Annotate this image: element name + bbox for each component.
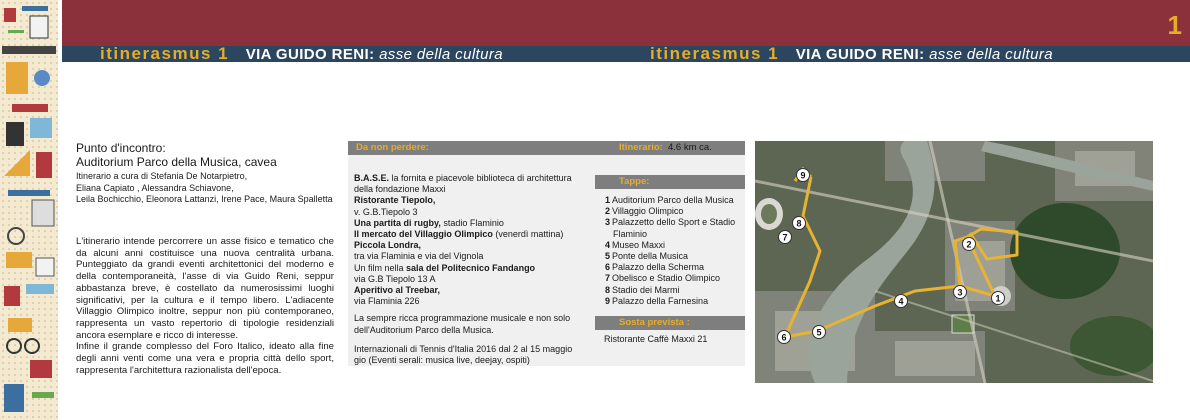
event-address: via Flaminia 226 bbox=[354, 296, 420, 307]
title-itinerary: itinerasmus 1 bbox=[650, 44, 780, 63]
pencil-icon bbox=[8, 30, 24, 33]
page-title-repeat bbox=[650, 45, 1053, 63]
marker-9 bbox=[797, 169, 810, 182]
event-desc: Internazionali di Tennis d'Italia 2016 dal 2 al 15 maggio bbox=[354, 343, 573, 354]
event-address: tra via Flaminia e via del Vignola bbox=[354, 251, 484, 262]
marker-7 bbox=[779, 231, 792, 244]
marker-icon bbox=[32, 392, 54, 398]
svg-text:5: 5 bbox=[816, 327, 822, 338]
dont-miss-label: Da non perdere: bbox=[356, 142, 429, 153]
stadium-field bbox=[761, 204, 777, 224]
stop-item bbox=[605, 240, 745, 251]
stop-number: 2 bbox=[605, 206, 611, 217]
event-name: B.A.S.E. bbox=[354, 173, 390, 183]
tag-icon bbox=[4, 286, 20, 306]
event-name-text: Ristorante Tiepolo, bbox=[354, 195, 436, 206]
meeting-point bbox=[76, 141, 336, 206]
calendar-icon bbox=[32, 200, 54, 226]
stop-name: Obelisco e Stadio Olimpico bbox=[612, 273, 721, 284]
title-itinerary: itinerasmus 1 bbox=[100, 44, 230, 63]
event-base bbox=[354, 173, 590, 184]
stop-item bbox=[605, 273, 745, 284]
event-desc: Un film nella bbox=[354, 262, 407, 273]
title-subtitle: asse della cultura bbox=[379, 46, 503, 63]
stop-name: Palazzo della Scherma bbox=[612, 262, 705, 273]
stop-number: 5 bbox=[605, 251, 611, 262]
events-list bbox=[354, 173, 590, 366]
svg-text:8: 8 bbox=[796, 218, 802, 229]
card-icon bbox=[30, 118, 52, 138]
svg-text:3: 3 bbox=[957, 287, 963, 298]
meeting-place: Auditorium Parco della Musica, cavea bbox=[76, 155, 277, 169]
stop-number: 1 bbox=[605, 195, 611, 205]
event-address: v. G.B.Tiepolo 3 bbox=[354, 206, 418, 217]
info-box bbox=[348, 141, 745, 366]
marker-4 bbox=[895, 295, 908, 308]
event-desc: della fondazione Maxxi bbox=[354, 184, 446, 195]
book-icon bbox=[30, 360, 52, 378]
book-icon bbox=[4, 8, 16, 22]
notepad-icon bbox=[30, 16, 48, 38]
triangle-ruler-icon bbox=[4, 150, 30, 176]
event-mercato bbox=[354, 229, 590, 240]
header-bar bbox=[62, 0, 1190, 46]
tape-icon bbox=[26, 284, 54, 294]
stop-name: Palazzetto dello Sport e Stadio Flaminio bbox=[612, 217, 736, 239]
eraser-icon bbox=[12, 104, 48, 112]
clock-icon bbox=[34, 70, 50, 86]
glasses-icon bbox=[25, 339, 39, 353]
svg-text:1: 1 bbox=[995, 293, 1001, 304]
stop-name: Stadio dei Marmi bbox=[612, 284, 680, 295]
envelope-icon bbox=[6, 252, 32, 268]
binder-icon bbox=[4, 384, 24, 412]
event-desc: stadio Flaminio bbox=[440, 217, 504, 228]
stop-name: Auditorium Parco della Musica bbox=[612, 195, 734, 205]
title-street: VIA GUIDO RENI: bbox=[245, 46, 375, 63]
pen-icon bbox=[8, 190, 50, 196]
event-film bbox=[354, 263, 590, 274]
stop-item bbox=[605, 296, 745, 307]
event-desc: dell'Auditorium Parco della Musica. bbox=[354, 324, 494, 335]
marker-8 bbox=[793, 217, 806, 230]
scissors-icon bbox=[8, 228, 24, 244]
stop-number: 8 bbox=[605, 284, 611, 295]
sticky-note-icon bbox=[36, 258, 54, 276]
event-name bbox=[354, 240, 590, 251]
glasses-icon bbox=[7, 339, 21, 353]
box-icon bbox=[8, 318, 32, 332]
marker-2 bbox=[963, 238, 976, 251]
event-desc: (venerdì mattina) bbox=[492, 229, 564, 240]
calculator-icon bbox=[6, 122, 24, 146]
intro-paragraph: L'itinerario intende percorrere un asse fisico e tematico che da alcuni anni costituisce una nuova centralità urbana. Punteggiato da grandi eventi architettonici del moderno e della contemporaneità, l'asse di via Guido Reni, seppur abbastanza breve, è costellato da numerosissimi luoghi significativi, per la cultura e il tempo libero. L'adiacente Villaggio Olimpico inoltre, seppur non più contemporaneo, rappresenta un vasto repertorio di tipologie residenziali ancora esemplare e ricco di interesse. bbox=[76, 236, 334, 341]
glue-icon bbox=[36, 152, 52, 178]
svg-text:6: 6 bbox=[781, 332, 787, 343]
stop-name: Palazzo della Farnesina bbox=[612, 295, 709, 306]
stop-item bbox=[605, 262, 745, 273]
meeting-label: Punto d'incontro: bbox=[76, 141, 166, 155]
event-name-text: Piccola Londra, bbox=[354, 240, 422, 251]
event-name-text: Aperitivo al Treebar, bbox=[354, 285, 441, 296]
credits bbox=[76, 171, 336, 206]
stops-list bbox=[605, 195, 745, 307]
stop-item bbox=[605, 285, 745, 296]
event-address: via G.B Tiepolo 13 A bbox=[354, 273, 436, 284]
stop-break-place: Ristorante Caffè Maxxi 21 bbox=[604, 334, 708, 344]
page-number: 1 bbox=[1167, 10, 1182, 40]
event-rugby bbox=[354, 218, 590, 229]
stops-header: Tappe: bbox=[595, 175, 745, 189]
ruler-icon bbox=[22, 6, 48, 11]
itinerary-length: 4.6 km ca. bbox=[668, 142, 712, 153]
event-name: Il mercato del Villaggio Olimpico bbox=[354, 229, 493, 240]
marker-5 bbox=[813, 326, 826, 339]
svg-text:9: 9 bbox=[800, 170, 806, 181]
stop-item bbox=[605, 217, 745, 239]
stop-number: 7 bbox=[605, 273, 611, 284]
marker-6 bbox=[778, 331, 791, 344]
info-box-header bbox=[348, 141, 745, 155]
stop-number: 6 bbox=[605, 262, 611, 273]
event-desc: la fornita e piacevole biblioteca di architettura bbox=[389, 173, 572, 183]
credits-line: Leila Bochicchio, Eleonora Lattanzi, Irene Pace, Maura Spalletta bbox=[76, 194, 333, 204]
stop-item bbox=[605, 206, 745, 217]
aerial-map bbox=[755, 141, 1153, 383]
page-title bbox=[100, 45, 503, 63]
map-drawing bbox=[755, 141, 1153, 383]
marker-3 bbox=[954, 286, 967, 299]
stop-number: 4 bbox=[605, 239, 611, 250]
event-name bbox=[354, 285, 590, 296]
marker-1 bbox=[992, 292, 1005, 305]
svg-text:2: 2 bbox=[966, 239, 972, 250]
itinerary-label: Itinerario: bbox=[619, 142, 663, 153]
scale-icon bbox=[2, 46, 56, 54]
decorative-stationery-strip bbox=[0, 0, 58, 420]
intro-paragraph: Infine il grande complesso del Foro Italico, ideato alla fine degli anni venti come una vera e propria città dello sport, rappresenta l'architettura razionalista dell'epoca. bbox=[76, 341, 334, 376]
credits-line: Itinerario a cura di Stefania De Notarpietro, bbox=[76, 171, 248, 181]
title-subtitle: asse della cultura bbox=[929, 46, 1053, 63]
folder-icon bbox=[6, 62, 28, 94]
stop-name: Ponte della Musica bbox=[612, 251, 689, 262]
title-street: VIA GUIDO RENI: bbox=[795, 46, 925, 63]
stop-number: 3 bbox=[605, 217, 611, 228]
svg-text:7: 7 bbox=[782, 232, 788, 243]
stop-break-header: Sosta prevista : bbox=[595, 316, 745, 330]
stop-name: Museo Maxxi bbox=[612, 239, 666, 250]
credits-line: Eliana Capiato , Alessandra Schiavone, bbox=[76, 182, 234, 193]
event-desc: La sempre ricca programmazione musicale e non solo bbox=[354, 313, 571, 324]
event-name: sala del Politecnico Fandango bbox=[406, 262, 536, 273]
event-name: Una partita di rugby, bbox=[354, 217, 441, 228]
svg-text:4: 4 bbox=[898, 296, 904, 307]
stop-item bbox=[605, 195, 745, 206]
stop-item bbox=[605, 251, 745, 262]
event-desc: gio (Eventi serali: musica live, deejay, ospiti) bbox=[354, 355, 530, 366]
stop-number: 9 bbox=[605, 295, 611, 306]
stop-name: Villaggio Olimpico bbox=[612, 206, 684, 217]
event-name bbox=[354, 195, 590, 206]
intro-text bbox=[76, 236, 334, 376]
stationery-illustrations bbox=[0, 0, 58, 420]
